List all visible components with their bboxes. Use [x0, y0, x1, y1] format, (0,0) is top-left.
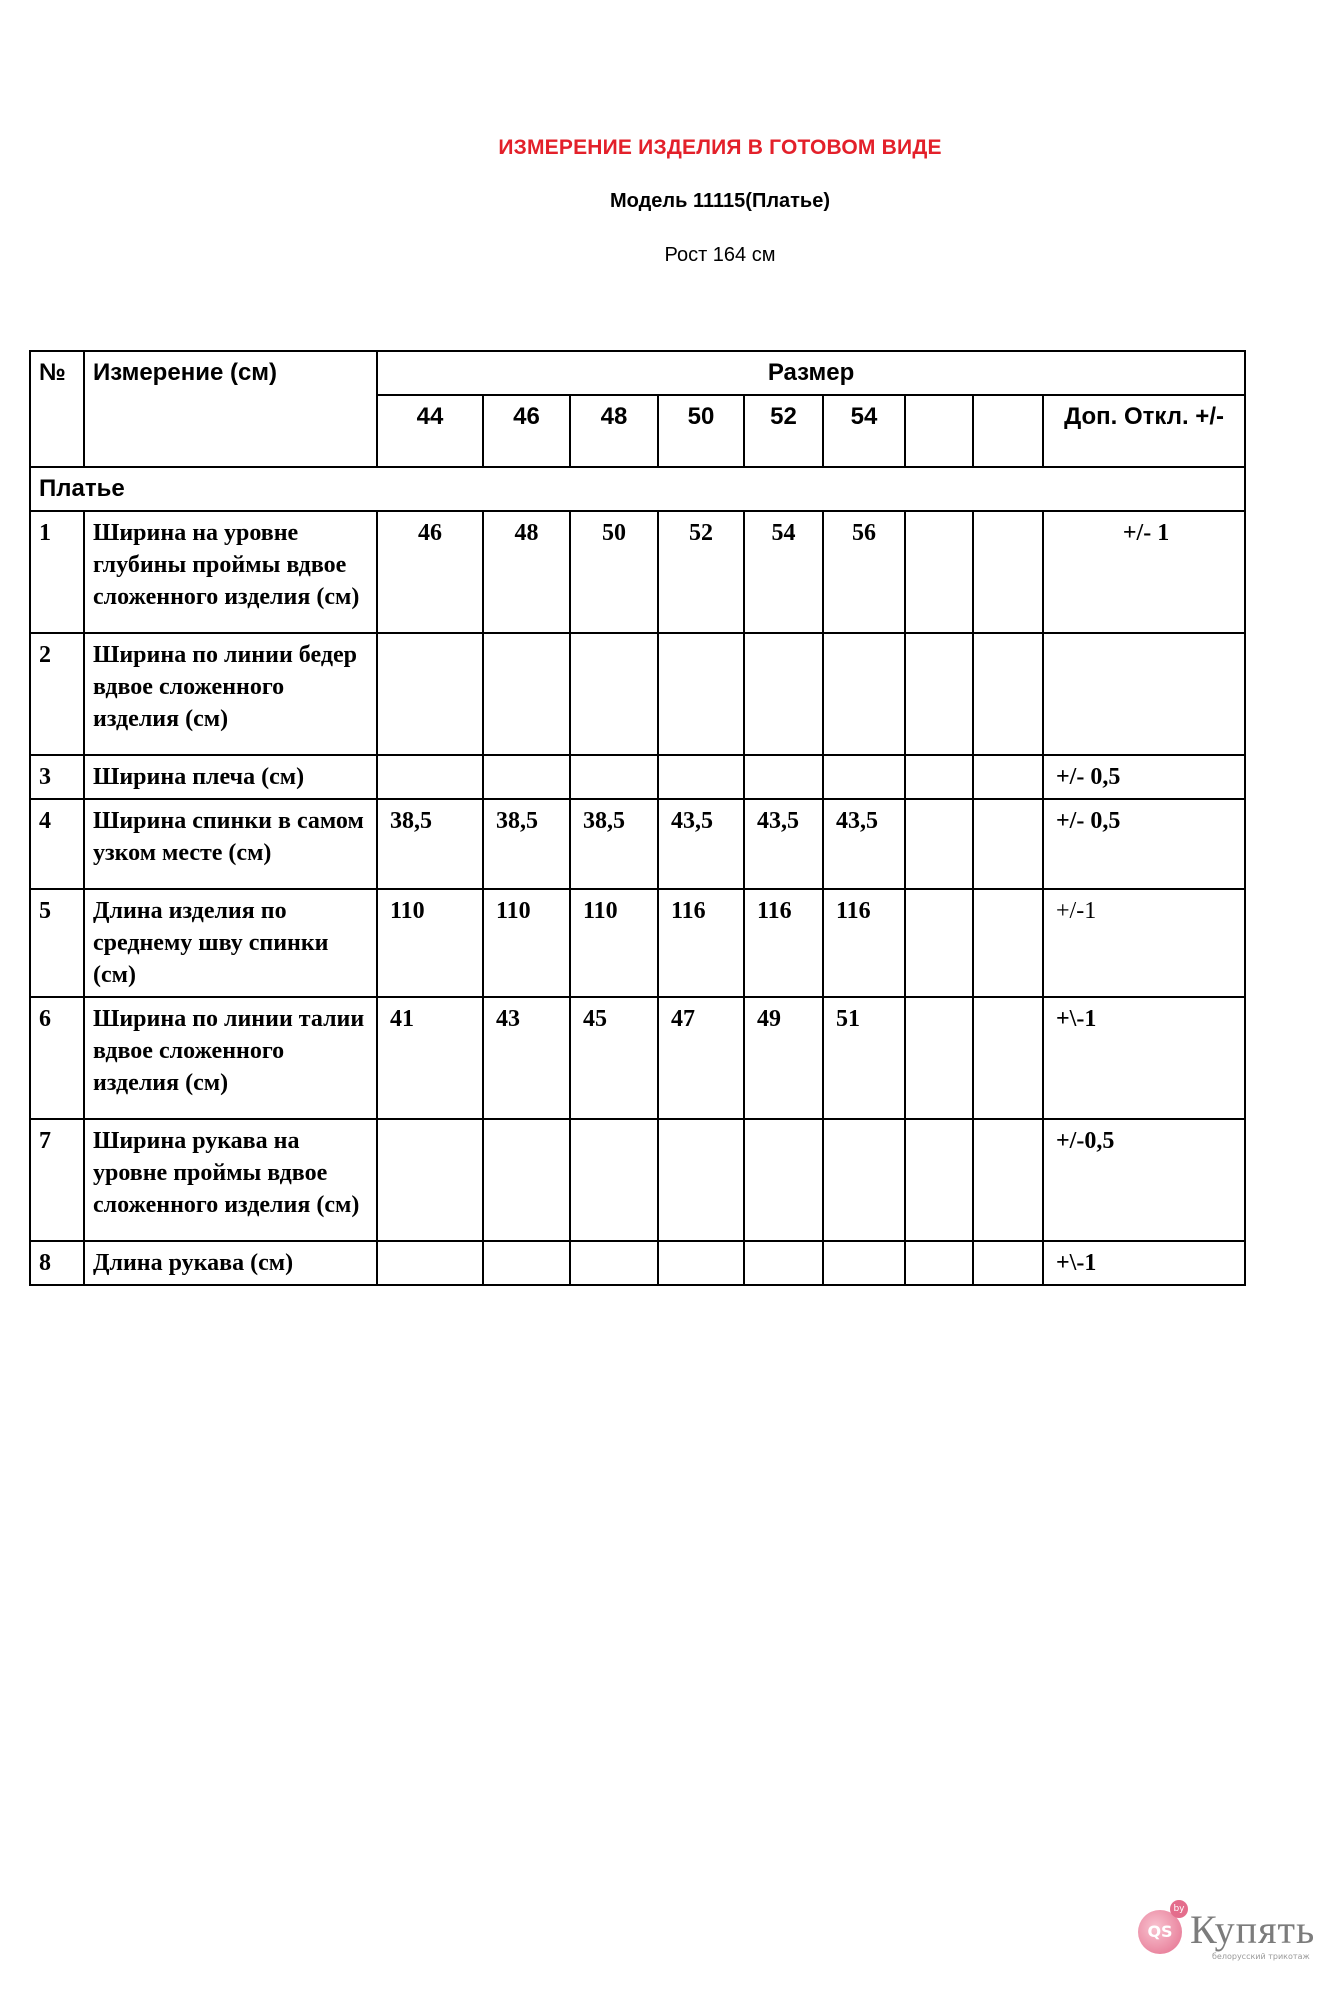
table-row [30, 889, 1245, 997]
value-cell: 116 [823, 889, 905, 997]
tolerance-cell: +/- 0,5 [1043, 755, 1245, 799]
value-cell: 38,5 [570, 799, 658, 889]
value-cell [905, 633, 973, 755]
value-cell [973, 1241, 1043, 1285]
value-cell [823, 1241, 905, 1285]
table-row [30, 799, 1245, 889]
row-name: Ширина плеча (см) [84, 755, 377, 799]
value-cell [905, 997, 973, 1119]
value-cell [905, 799, 973, 889]
value-cell [973, 1119, 1043, 1241]
value-cell [823, 633, 905, 755]
value-cell: 56 [823, 511, 905, 633]
value-cell: 48 [483, 511, 570, 633]
value-cell: 110 [570, 889, 658, 997]
table-row [30, 997, 1245, 1119]
size-cell: 52 [744, 395, 823, 467]
value-cell [823, 1119, 905, 1241]
section-label: Платье [30, 467, 1245, 511]
value-cell: 38,5 [377, 799, 483, 889]
row-number: 7 [30, 1119, 84, 1241]
value-cell [905, 511, 973, 633]
value-cell [483, 1119, 570, 1241]
size-cell: 44 [377, 395, 483, 467]
row-number: 3 [30, 755, 84, 799]
value-cell: 45 [570, 997, 658, 1119]
tolerance-cell: +/- 0,5 [1043, 799, 1245, 889]
value-cell [377, 1241, 483, 1285]
value-cell: 116 [658, 889, 744, 997]
tolerance-cell: +/-1 [1043, 889, 1245, 997]
logo-tagline: белорусский трикотаж [1212, 1952, 1310, 1961]
value-cell: 41 [377, 997, 483, 1119]
measurement-table [29, 350, 1246, 1286]
value-cell: 116 [744, 889, 823, 997]
value-cell [973, 997, 1043, 1119]
value-cell [905, 1119, 973, 1241]
tolerance-cell: +/- 1 [1043, 511, 1245, 633]
height-label: Рост 164 см [664, 244, 776, 266]
table-row [30, 511, 1245, 633]
value-cell: 43,5 [744, 799, 823, 889]
tolerance-cell: +\-1 [1043, 997, 1245, 1119]
value-cell [905, 889, 973, 997]
row-number: 2 [30, 633, 84, 755]
value-cell [570, 755, 658, 799]
value-cell [973, 633, 1043, 755]
logo-emblem: QS [1138, 1910, 1182, 1954]
size-cell [905, 395, 973, 467]
model-label: Модель 11115(Платье) [609, 190, 831, 212]
value-cell: 47 [658, 997, 744, 1119]
size-cell: 54 [823, 395, 905, 467]
size-cell: 50 [658, 395, 744, 467]
value-cell [570, 1119, 658, 1241]
row-name: Длина рукава (см) [84, 1241, 377, 1285]
document-title: ИЗМЕРЕНИЕ ИЗДЕЛИЯ В ГОТОВОМ ВИДЕ [498, 136, 942, 159]
row-number: 5 [30, 889, 84, 997]
value-cell [973, 889, 1043, 997]
value-cell [973, 799, 1043, 889]
logo-badge: by [1170, 1900, 1188, 1918]
value-cell: 50 [570, 511, 658, 633]
row-name: Ширина по линии талии вдвое сложенного изделия (см) [84, 997, 377, 1119]
value-cell: 110 [483, 889, 570, 997]
value-cell [658, 755, 744, 799]
row-number: 8 [30, 1241, 84, 1285]
value-cell [905, 1241, 973, 1285]
value-cell: 51 [823, 997, 905, 1119]
value-cell: 43 [483, 997, 570, 1119]
row-name: Ширина спинки в самом узком месте (см) [84, 799, 377, 889]
table-row [30, 755, 1245, 799]
value-cell [658, 633, 744, 755]
table-row [30, 633, 1245, 755]
size-cell: 46 [483, 395, 570, 467]
value-cell [744, 755, 823, 799]
value-cell [570, 633, 658, 755]
value-cell [744, 633, 823, 755]
value-cell [483, 755, 570, 799]
value-cell: 110 [377, 889, 483, 997]
number-header: № [30, 351, 84, 467]
size-cell [973, 395, 1043, 467]
value-cell [658, 1119, 744, 1241]
row-name: Ширина на уровне глубины проймы вдвое сложенного изделия (см) [84, 511, 377, 633]
logo-wordmark: Купять [1190, 1907, 1316, 1952]
value-cell [483, 1241, 570, 1285]
value-cell [905, 755, 973, 799]
row-number: 4 [30, 799, 84, 889]
value-cell [973, 511, 1043, 633]
tolerance-cell: +/-0,5 [1043, 1119, 1245, 1241]
value-cell [658, 1241, 744, 1285]
value-cell: 43,5 [823, 799, 905, 889]
value-cell [744, 1241, 823, 1285]
value-cell [570, 1241, 658, 1285]
size-header: Размер [377, 351, 1245, 395]
row-name: Ширина рукава на уровне проймы вдвое сложенного изделия (см) [84, 1119, 377, 1241]
table-row [30, 1119, 1245, 1241]
value-cell [377, 1119, 483, 1241]
value-cell: 54 [744, 511, 823, 633]
value-cell: 38,5 [483, 799, 570, 889]
value-cell [823, 755, 905, 799]
header-row [30, 351, 1245, 395]
tolerance-cell [1043, 633, 1245, 755]
row-number: 1 [30, 511, 84, 633]
brand-logo [1138, 1900, 1328, 1970]
value-cell: 46 [377, 511, 483, 633]
size-cell: 48 [570, 395, 658, 467]
value-cell: 49 [744, 997, 823, 1119]
value-cell [973, 755, 1043, 799]
section-row [30, 467, 1245, 511]
value-cell [483, 633, 570, 755]
measurement-header: Измерение (см) [84, 351, 377, 467]
table-row [30, 1241, 1245, 1285]
value-cell: 43,5 [658, 799, 744, 889]
tolerance-cell: +\-1 [1043, 1241, 1245, 1285]
value-cell [377, 755, 483, 799]
row-name: Ширина по линии бедер вдвое сложенного изделия (см) [84, 633, 377, 755]
value-cell [744, 1119, 823, 1241]
value-cell: 52 [658, 511, 744, 633]
row-number: 6 [30, 997, 84, 1119]
row-name: Длина изделия по среднему шву спинки (см) [84, 889, 377, 997]
tolerance-header: Доп. Откл. +/- [1043, 395, 1245, 467]
value-cell [377, 633, 483, 755]
